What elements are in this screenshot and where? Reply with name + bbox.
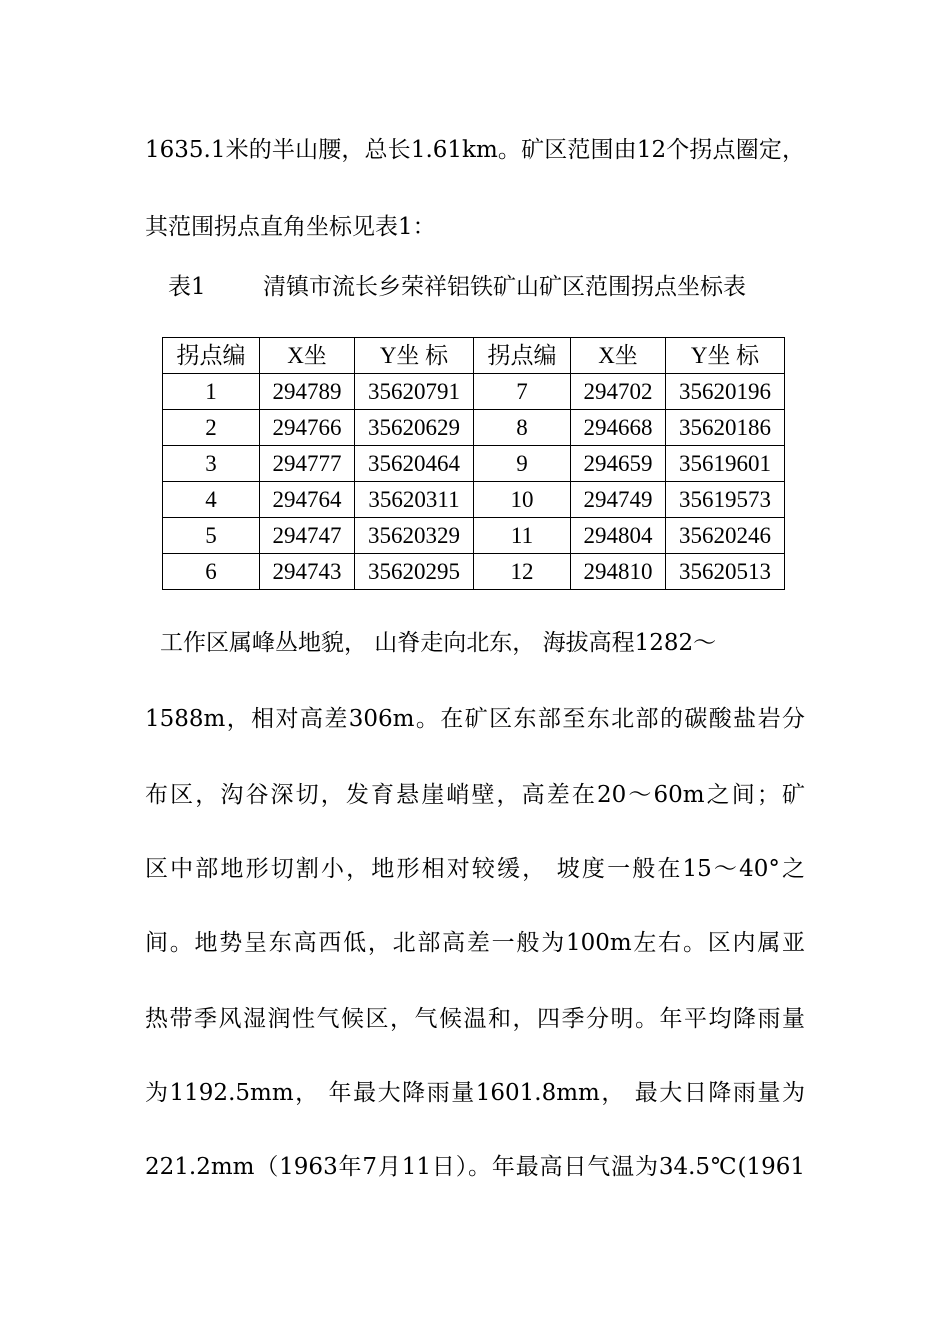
- table-row: [163, 446, 785, 482]
- table-cell: 294766: [260, 410, 355, 446]
- table-cell: 5: [163, 518, 260, 554]
- table-cell: 294789: [260, 374, 355, 410]
- paragraph-2-line-3: 布区，沟谷深切，发育悬崖峭壁，高差在20～60m之间；矿: [145, 782, 805, 808]
- header-point-no-2: 拐点编: [474, 338, 571, 374]
- table-row: [163, 374, 785, 410]
- table-cell: 35620329: [355, 518, 474, 554]
- table-cell: 35620791: [355, 374, 474, 410]
- table-cell: 4: [163, 482, 260, 518]
- table-row: [163, 554, 785, 590]
- table-header-row: [163, 338, 785, 374]
- table-row: [163, 518, 785, 554]
- table-cell: 294659: [571, 446, 666, 482]
- table-cell: 35620295: [355, 554, 474, 590]
- table-cell: 294668: [571, 410, 666, 446]
- table-cell: 294702: [571, 374, 666, 410]
- table-row: [163, 410, 785, 446]
- table-cell: 2: [163, 410, 260, 446]
- table-cell: 35620186: [666, 410, 785, 446]
- table-caption: [168, 272, 746, 302]
- table-cell: 6: [163, 554, 260, 590]
- table-cell: 7: [474, 374, 571, 410]
- table-cell: 294804: [571, 518, 666, 554]
- table-cell: 35619573: [666, 482, 785, 518]
- table-cell: 8: [474, 410, 571, 446]
- table-cell: 1: [163, 374, 260, 410]
- paragraph-2-line-5: 间。地势呈东高西低，北部高差一般为100m左右。区内属亚: [145, 930, 805, 956]
- table-cell: 35620513: [666, 554, 785, 590]
- paragraph-1-line-2: 其范围拐点直角坐标见表1：: [145, 214, 436, 240]
- coordinates-table: [162, 337, 785, 590]
- table-row: [163, 482, 785, 518]
- table-cell: 294749: [571, 482, 666, 518]
- header-point-no: 拐点编: [163, 338, 260, 374]
- header-y-coord: Y坐 标: [355, 338, 474, 374]
- table-title: 清镇市流长乡荣祥铝铁矿山矿区范围拐点坐标表: [263, 274, 746, 300]
- table-cell: 35619601: [666, 446, 785, 482]
- table-cell: 10: [474, 482, 571, 518]
- table-cell: 294764: [260, 482, 355, 518]
- header-x-coord: X坐: [260, 338, 355, 374]
- table-cell: 294810: [571, 554, 666, 590]
- table-cell: 35620464: [355, 446, 474, 482]
- table-number: 表1: [168, 274, 206, 300]
- paragraph-2-line-8: 221.2mm（1963年7月11日）。年最高日气温为34.5℃(1961: [145, 1154, 805, 1180]
- table-cell: 3: [163, 446, 260, 482]
- table-cell: 9: [474, 446, 571, 482]
- table-cell: 35620629: [355, 410, 474, 446]
- table-cell: 12: [474, 554, 571, 590]
- paragraph-2-line-2: 1588m，相对高差306m。在矿区东部至东北部的碳酸盐岩分: [145, 706, 805, 732]
- table-cell: 294743: [260, 554, 355, 590]
- paragraph-2-line-6: 热带季风湿润性气候区，气候温和，四季分明。年平均降雨量: [145, 1006, 805, 1032]
- paragraph-2-line-1: 工作区属峰丛地貌， 山脊走向北东， 海拔高程1282～: [160, 630, 717, 656]
- table-cell: 294747: [260, 518, 355, 554]
- table-cell: 35620196: [666, 374, 785, 410]
- paragraph-1-line-1: 1635.1米的半山腰，总长1.61km。矿区范围由12个拐点圈定，: [145, 137, 805, 163]
- table-cell: 11: [474, 518, 571, 554]
- paragraph-2-line-7: 为1192.5mm， 年最大降雨量1601.8mm， 最大日降雨量为: [145, 1080, 805, 1106]
- header-x-coord-2: X坐: [571, 338, 666, 374]
- table-cell: 294777: [260, 446, 355, 482]
- header-y-coord-2: Y坐 标: [666, 338, 785, 374]
- table-cell: 35620246: [666, 518, 785, 554]
- paragraph-2-line-4: 区中部地形切割小，地形相对较缓， 坡度一般在15～40°之: [145, 856, 805, 882]
- table-cell: 35620311: [355, 482, 474, 518]
